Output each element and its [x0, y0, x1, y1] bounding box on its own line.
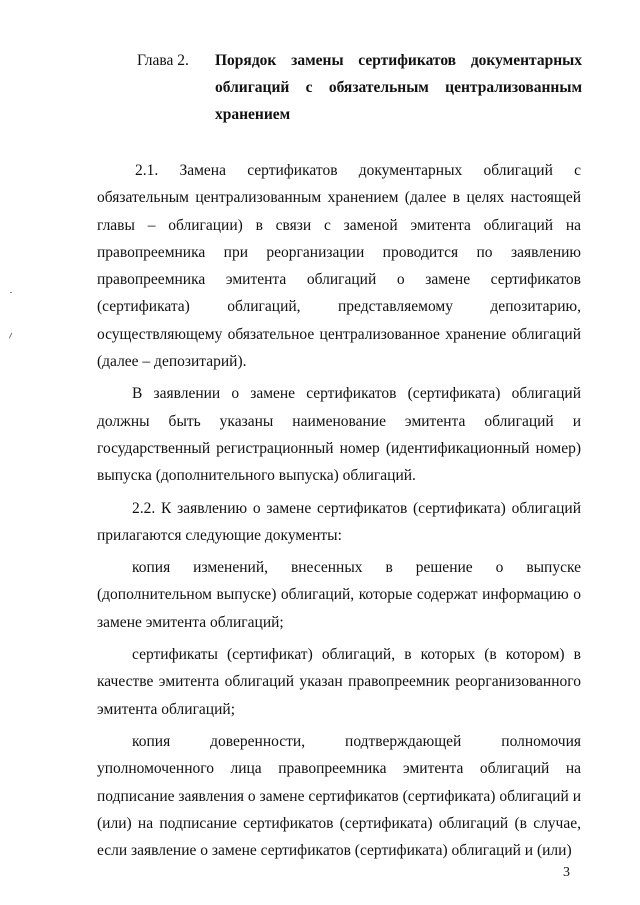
- document-body: [97, 157, 581, 869]
- chapter-heading: [137, 47, 582, 128]
- scan-mark: [9, 333, 14, 340]
- paragraph-application-contents: В заявлении о замене сертификатов (сертификата) облигаций должны быть указаны наименование эмитента облигаций и государственный регистрационный номер (идентификационный номер) выпуска (дополнительного выпуска) облигаций.: [97, 385, 581, 485]
- list-item-copy-changes: копия изменений, внесенных в решение о выпуске (дополнительном выпуске) облигаций, которые содержат информацию о замене эмитента облигаций;: [97, 559, 581, 631]
- page-number: 3: [563, 865, 570, 880]
- scan-speck: [10, 292, 12, 293]
- list-item-power-of-attorney: копия доверенности, подтверждающей полномочия уполномоченного лица правопреемника эмитента облигаций на подписание заявления о замене сертификатов (сертификата) облигаций и (или) на подписание сертификатов (сертификата) облигаций (в случае, если заявление о замене сертификатов (сертификата) облигаций и (или): [97, 732, 581, 860]
- paragraph-2-1: 2.1. Замена сертификатов документарных облигаций с обязательным централизованным хранением (далее в целях настоящей главы – облигации) в связи с заменой эмитента облигаций на правопреемника при реорганизации проводится по заявлению правопреемника эмитента облигаций о замене сертификатов (сертификата) облигаций, представляемому депозитарию, осуществляющему обязательное централизованное хранение облигаций (далее – депозитарий).: [97, 162, 581, 371]
- list-item-certificates: сертификаты (сертификат) облигаций, в которых (в котором) в качестве эмитента облигаций указан правопреемник реорганизованного эмитента облигаций;: [97, 646, 581, 718]
- chapter-label: Глава 2.: [137, 52, 189, 69]
- chapter-title: Порядок замены сертификатов документарных облигаций с обязательным централизованным хранением: [215, 52, 582, 123]
- paragraph-2-2: 2.2. К заявлению о замене сертификатов (сертификата) облигаций прилагаются следующие документы:: [97, 499, 581, 544]
